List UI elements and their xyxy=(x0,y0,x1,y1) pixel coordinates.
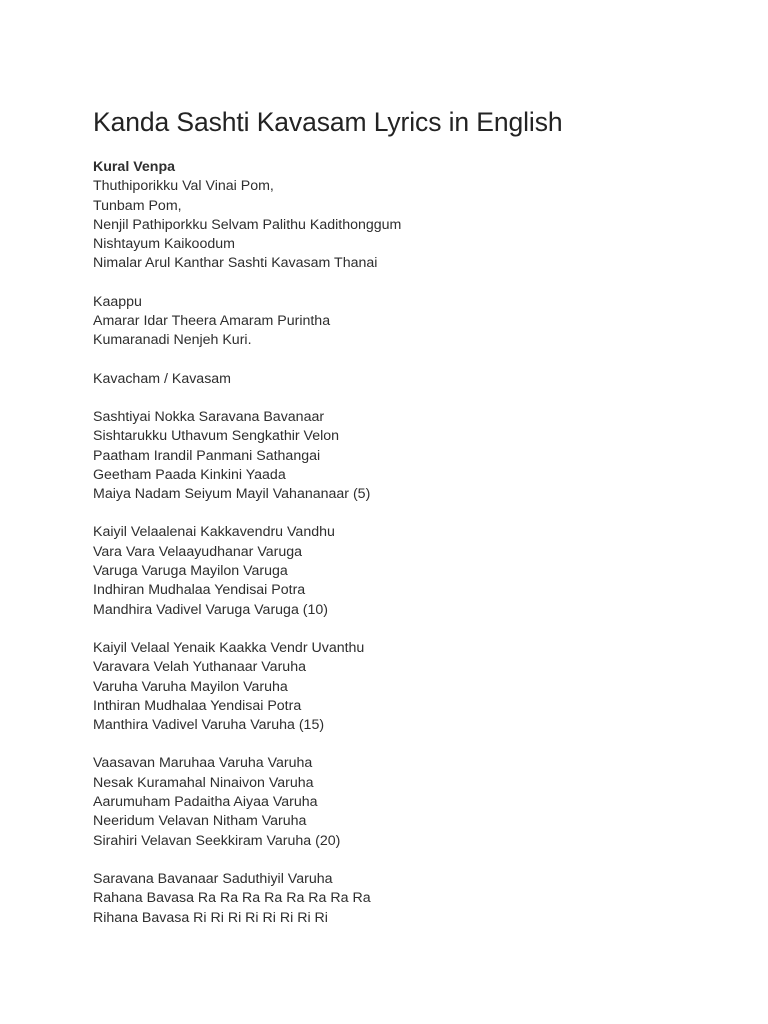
lyric-line: Varavara Velah Yuthanaar Varuha xyxy=(93,659,306,676)
lyric-line: Neeridum Velavan Nitham Varuha xyxy=(93,813,307,830)
section-kavacham-heading xyxy=(93,370,733,389)
lyric-line: Inthiran Mudhalaa Yendisai Potra xyxy=(93,697,302,714)
stanza-2 xyxy=(93,523,733,619)
lyric-line: Sishtarukku Uthavum Sengkathir Velon xyxy=(93,428,340,445)
lyric-line: Geetham Paada Kinkini Yaada xyxy=(93,466,286,483)
stanza-5 xyxy=(93,870,733,928)
lyric-line: Rihana Bavasa Ri Ri Ri Ri Ri Ri Ri Ri xyxy=(93,909,328,926)
lyric-line: Nesak Kuramahal Ninaivon Varuha xyxy=(93,774,314,791)
stanza-3 xyxy=(93,639,733,735)
lyric-line: Nimalar Arul Kanthar Sashti Kavasam Thanai xyxy=(93,255,378,272)
lyric-line: Paatham Irandil Panmani Sathangai xyxy=(93,447,321,464)
lyric-line: Kumaranadi Nenjeh Kuri. xyxy=(93,332,252,349)
page-title: Kanda Sashti Kavasam Lyrics in English xyxy=(93,107,563,137)
lyric-line: Nenjil Pathiporkku Selvam Palithu Kadithonggum xyxy=(93,216,402,233)
lyric-line: Kaiyil Velaalenai Kakkavendru Vandhu xyxy=(93,524,335,541)
lyric-line: Saravana Bavanaar Saduthiyil Varuha xyxy=(93,870,333,887)
lyric-line: Varuha Varuha Mayilon Varuha xyxy=(93,678,288,695)
section-kaappu xyxy=(93,293,733,351)
lyric-line: Indhiran Mudhalaa Yendisai Potra xyxy=(93,582,306,599)
lyric-line: Mandhira Vadivel Varuga Varuga (10) xyxy=(93,601,329,618)
document-page xyxy=(93,106,733,947)
lyric-line: Amarar Idar Theera Amaram Purintha xyxy=(93,313,331,330)
lyric-line: Kaappu xyxy=(93,293,142,310)
lyric-line: Nishtayum Kaikoodum xyxy=(93,236,235,253)
lyric-line: Sirahiri Velavan Seekkiram Varuha (20) xyxy=(93,832,341,849)
lyric-line: Vara Vara Velaayudhanar Varuga xyxy=(93,543,303,560)
stanza-1 xyxy=(93,408,733,504)
section-heading: Kural Venpa xyxy=(93,159,176,175)
lyric-line: Aarumuham Padaitha Aiyaa Varuha xyxy=(93,794,318,811)
stanza-4 xyxy=(93,754,733,850)
lyric-line: Sashtiyai Nokka Saravana Bavanaar xyxy=(93,408,325,425)
lyric-line: Tunbam Pom, xyxy=(93,197,182,214)
lyric-line: Manthira Vadivel Varuha Varuha (15) xyxy=(93,717,325,734)
section-kural-venpa xyxy=(93,158,733,274)
lyric-line: Kavacham / Kavasam xyxy=(93,370,231,387)
lyric-line: Varuga Varuga Mayilon Varuga xyxy=(93,563,288,580)
lyric-line: Maiya Nadam Seiyum Mayil Vahananaar (5) xyxy=(93,486,371,503)
lyric-line: Thuthiporikku Val Vinai Pom, xyxy=(93,178,274,195)
lyric-line: Kaiyil Velaal Yenaik Kaakka Vendr Uvanthu xyxy=(93,639,365,656)
lyric-line: Vaasavan Maruhaa Varuha Varuha xyxy=(93,755,313,772)
lyric-line: Rahana Bavasa Ra Ra Ra Ra Ra Ra Ra Ra xyxy=(93,890,371,907)
